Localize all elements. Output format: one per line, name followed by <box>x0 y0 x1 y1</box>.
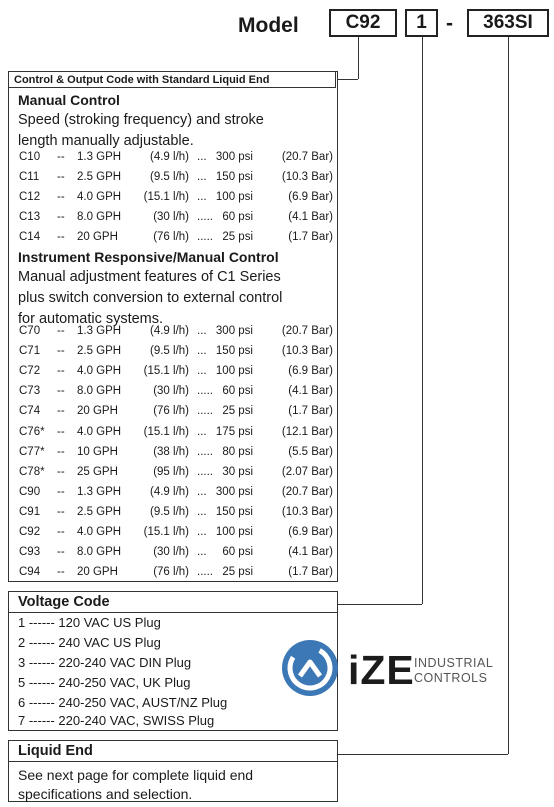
spec-lh: (38 l/h) <box>153 445 189 458</box>
spec-code: C14 <box>19 231 41 243</box>
spec-row <box>19 191 333 211</box>
spec-gph: 20 GPH <box>77 566 118 579</box>
instrument-control-heading: Instrument Responsive/Manual Control <box>18 249 279 265</box>
spec-dots: ..... <box>197 211 213 223</box>
voltage-option: 5 ------ 240-250 VAC, UK Plug <box>18 675 191 690</box>
spec-gph: 2.5 GPH <box>77 345 122 358</box>
spec-code: C91 <box>19 505 41 518</box>
instrument-description-line: Manual adjustment features of C1 Series <box>18 269 281 285</box>
spec-dots: ... <box>197 171 207 183</box>
connector-liquid-horizontal <box>338 754 508 755</box>
spec-bar: (20.7 Bar) <box>281 151 333 163</box>
spec-row <box>19 426 333 446</box>
connector-voltage-vertical <box>422 37 423 604</box>
voltage-option: 1 ------ 120 VAC US Plug <box>18 615 161 630</box>
spec-psi: 60 psi <box>222 385 253 398</box>
manual-control-description <box>18 110 336 152</box>
spec-lh: (95 l/h) <box>153 465 189 478</box>
spec-code: C94 <box>19 566 41 579</box>
connector-control-vertical <box>358 37 359 79</box>
spec-bar: (4.1 Bar) <box>288 385 333 398</box>
spec-bar: (20.7 Bar) <box>281 485 333 498</box>
spec-bar: (6.9 Bar) <box>288 365 333 378</box>
spec-psi: 150 psi <box>215 505 253 518</box>
spec-code: C70 <box>19 325 41 337</box>
spec-dots: ..... <box>197 231 213 243</box>
spec-bar: (6.9 Bar) <box>288 191 333 203</box>
spec-bar: (12.1 Bar) <box>281 425 333 438</box>
spec-row <box>19 526 333 546</box>
spec-row <box>19 345 333 365</box>
voltage-code-box: 1 <box>405 9 438 37</box>
spec-dash: -- <box>57 425 65 438</box>
spec-lh: (30 l/h) <box>153 385 189 398</box>
spec-code: C77* <box>19 445 45 458</box>
spec-lh: (9.5 l/h) <box>150 345 189 358</box>
spec-row <box>19 325 333 345</box>
voltage-code-title: Voltage Code <box>8 591 338 613</box>
spec-gph: 4.0 GPH <box>77 425 122 438</box>
liquid-end-section <box>8 740 338 802</box>
spec-dash: -- <box>57 465 65 478</box>
manual-control-heading: Manual Control <box>18 92 120 108</box>
spec-lh: (15.1 l/h) <box>143 191 189 203</box>
spec-dots: ..... <box>197 465 213 478</box>
spec-psi: 100 psi <box>215 191 253 203</box>
spec-dash: -- <box>57 526 65 538</box>
spec-row <box>19 231 333 251</box>
spec-bar: (4.1 Bar) <box>288 546 333 559</box>
spec-row <box>19 365 333 385</box>
control-code-box: C92 <box>329 9 397 37</box>
spec-row <box>19 151 333 171</box>
spec-psi: 60 psi <box>222 546 253 559</box>
spec-dash: -- <box>57 485 65 498</box>
spec-dots: ..... <box>197 405 213 418</box>
ize-logo-mark-icon <box>282 640 338 696</box>
spec-code: C10 <box>19 151 41 163</box>
spec-lh: (15.1 l/h) <box>143 425 189 438</box>
spec-dash: -- <box>57 365 65 378</box>
connector-voltage-horizontal <box>338 604 422 605</box>
spec-row <box>19 446 333 466</box>
spec-psi: 150 psi <box>215 171 253 183</box>
spec-dash: -- <box>57 445 65 458</box>
liquid-end-code-box: 363SI <box>467 9 549 37</box>
spec-row <box>19 546 333 566</box>
spec-dash: -- <box>57 151 65 163</box>
spec-lh: (76 l/h) <box>153 405 189 418</box>
spec-gph: 4.0 GPH <box>77 526 122 538</box>
spec-lh: (30 l/h) <box>153 546 189 559</box>
spec-dots: ... <box>197 325 207 337</box>
ize-logo-controls: CONTROLS <box>414 671 488 685</box>
spec-dots: ..... <box>197 445 213 458</box>
spec-dots: ... <box>197 151 207 163</box>
spec-bar: (4.1 Bar) <box>288 211 333 223</box>
spec-code: C12 <box>19 191 41 203</box>
spec-dash: -- <box>57 345 65 358</box>
spec-dots: ..... <box>197 385 213 398</box>
spec-dash: -- <box>57 566 65 579</box>
spec-dots: ... <box>197 546 207 559</box>
spec-lh: (76 l/h) <box>153 231 189 243</box>
spec-lh: (4.9 l/h) <box>150 325 189 337</box>
spec-lh: (15.1 l/h) <box>143 526 189 538</box>
spec-dots: ..... <box>197 566 213 579</box>
model-label: Model <box>238 14 299 37</box>
spec-gph: 20 GPH <box>77 231 118 243</box>
spec-lh: (30 l/h) <box>153 211 189 223</box>
spec-bar: (10.3 Bar) <box>281 345 333 358</box>
spec-psi: 300 psi <box>215 325 253 337</box>
spec-row <box>19 171 333 191</box>
manual-description-line: Speed (stroking frequency) and stroke <box>18 112 264 128</box>
control-output-section <box>8 71 338 582</box>
spec-psi: 25 psi <box>222 566 253 579</box>
spec-dots: ... <box>197 485 207 498</box>
spec-psi: 25 psi <box>222 405 253 418</box>
spec-code: C78* <box>19 465 45 478</box>
spec-lh: (76 l/h) <box>153 566 189 579</box>
spec-dash: -- <box>57 405 65 418</box>
spec-code: C71 <box>19 345 41 358</box>
spec-dash: -- <box>57 171 65 183</box>
spec-lh: (4.9 l/h) <box>150 151 189 163</box>
spec-bar: (1.7 Bar) <box>288 231 333 243</box>
voltage-option: 6 ------ 240-250 VAC, AUST/NZ Plug <box>18 695 228 710</box>
spec-row <box>19 506 333 526</box>
spec-gph: 20 GPH <box>77 405 118 418</box>
spec-dash: -- <box>57 385 65 398</box>
spec-gph: 8.0 GPH <box>77 546 122 559</box>
spec-dash: -- <box>57 231 65 243</box>
ize-logo <box>282 640 518 700</box>
spec-dots: ... <box>197 365 207 378</box>
spec-bar: (20.7 Bar) <box>281 325 333 337</box>
spec-row <box>19 211 333 231</box>
spec-row <box>19 385 333 405</box>
control-output-title: Control & Output Code with Standard Liquid End <box>8 71 336 88</box>
spec-row <box>19 486 333 506</box>
spec-code: C73 <box>19 385 41 398</box>
voltage-option: 7 ------ 220-240 VAC, SWISS Plug <box>18 713 215 728</box>
ize-logo-industrial: INDUSTRIAL <box>414 656 494 670</box>
spec-psi: 25 psi <box>222 231 253 243</box>
spec-gph: 1.3 GPH <box>77 151 122 163</box>
spec-code: C90 <box>19 485 41 498</box>
spec-lh: (9.5 l/h) <box>150 171 189 183</box>
spec-dash: -- <box>57 191 65 203</box>
spec-dash: -- <box>57 325 65 337</box>
code-separator: - <box>446 12 453 35</box>
liquid-end-description <box>18 766 336 804</box>
instrument-control-description <box>18 267 336 330</box>
spec-bar: (10.3 Bar) <box>281 171 333 183</box>
spec-dots: ... <box>197 191 207 203</box>
spec-dash: -- <box>57 546 65 559</box>
spec-psi: 150 psi <box>215 345 253 358</box>
spec-code: C13 <box>19 211 41 223</box>
spec-lh: (4.9 l/h) <box>150 485 189 498</box>
spec-gph: 25 GPH <box>77 465 118 478</box>
spec-gph: 4.0 GPH <box>77 191 122 203</box>
spec-psi: 60 psi <box>222 211 253 223</box>
spec-bar: (10.3 Bar) <box>281 505 333 518</box>
spec-dash: -- <box>57 211 65 223</box>
spec-code: C76* <box>19 425 45 438</box>
manual-description-line: length manually adjustable. <box>18 133 194 149</box>
spec-gph: 1.3 GPH <box>77 325 122 337</box>
spec-psi: 80 psi <box>222 445 253 458</box>
spec-row <box>19 566 333 586</box>
spec-bar: (1.7 Bar) <box>288 405 333 418</box>
connector-control-horizontal <box>337 79 358 80</box>
spec-code: C72 <box>19 365 41 378</box>
liquid-description-line: See next page for complete liquid end <box>18 767 254 783</box>
spec-gph: 1.3 GPH <box>77 485 122 498</box>
spec-gph: 2.5 GPH <box>77 505 122 518</box>
spec-dash: -- <box>57 505 65 518</box>
spec-bar: (6.9 Bar) <box>288 526 333 538</box>
spec-gph: 4.0 GPH <box>77 365 122 378</box>
spec-dots: ... <box>197 505 207 518</box>
spec-psi: 100 psi <box>215 526 253 538</box>
voltage-option: 2 ------ 240 VAC US Plug <box>18 635 161 650</box>
spec-row <box>19 466 333 486</box>
spec-code: C74 <box>19 405 41 418</box>
spec-dots: ... <box>197 526 207 538</box>
voltage-option: 3 ------ 220-240 VAC DIN Plug <box>18 655 192 670</box>
spec-code: C92 <box>19 526 41 538</box>
spec-gph: 2.5 GPH <box>77 171 122 183</box>
spec-dots: ... <box>197 425 207 438</box>
spec-lh: (15.1 l/h) <box>143 365 189 378</box>
spec-lh: (9.5 l/h) <box>150 505 189 518</box>
spec-code: C11 <box>19 171 40 183</box>
instrument-description-line: for automatic systems. <box>18 311 164 327</box>
spec-dots: ... <box>197 345 207 358</box>
spec-psi: 300 psi <box>215 151 253 163</box>
spec-psi: 100 psi <box>215 365 253 378</box>
spec-bar: (2.07 Bar) <box>281 465 333 478</box>
ize-logo-wordmark: iZE <box>348 647 415 693</box>
spec-bar: (1.7 Bar) <box>288 566 333 579</box>
spec-gph: 10 GPH <box>77 445 118 458</box>
spec-psi: 30 psi <box>222 465 253 478</box>
spec-psi: 300 psi <box>215 485 253 498</box>
spec-code: C93 <box>19 546 41 559</box>
instrument-description-line: plus switch conversion to external control <box>18 290 283 306</box>
liquid-description-line: specifications and selection. <box>18 786 193 802</box>
spec-bar: (5.5 Bar) <box>288 445 333 458</box>
spec-psi: 175 psi <box>215 425 253 438</box>
spec-gph: 8.0 GPH <box>77 211 122 223</box>
spec-gph: 8.0 GPH <box>77 385 122 398</box>
liquid-end-title: Liquid End <box>8 740 338 762</box>
spec-row <box>19 405 333 425</box>
